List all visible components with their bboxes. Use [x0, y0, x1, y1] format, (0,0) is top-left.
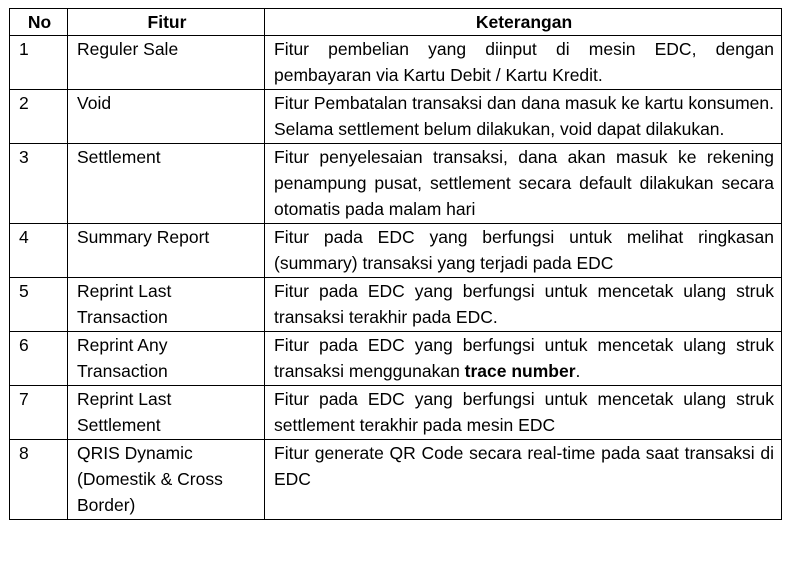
cell-fitur: Reguler Sale	[68, 36, 265, 90]
cell-no: 7	[10, 386, 68, 440]
cell-keterangan: Fitur pembelian yang diinput di mesin EDC, dengan pembayaran via Kartu Debit / Kartu Kredit.	[265, 36, 782, 90]
table-row	[10, 332, 782, 386]
cell-fitur: Summary Report	[68, 224, 265, 278]
header-row	[10, 9, 782, 36]
cell-keterangan: Fitur Pembatalan transaksi dan dana masuk ke kartu konsumen. Selama settlement belum dilakukan, void dapat dilakukan.	[265, 90, 782, 144]
cell-no: 5	[10, 278, 68, 332]
header-keterangan: Keterangan	[265, 9, 782, 36]
cell-keterangan: Fitur pada EDC yang berfungsi untuk mencetak ulang struk settlement terakhir pada mesin EDC	[265, 386, 782, 440]
cell-no: 6	[10, 332, 68, 386]
cell-fitur: Reprint Last Settlement	[68, 386, 265, 440]
cell-no: 8	[10, 440, 68, 520]
table-row	[10, 440, 782, 520]
table-row	[10, 36, 782, 90]
cell-fitur: Settlement	[68, 144, 265, 224]
cell-keterangan: Fitur pada EDC yang berfungsi untuk mencetak ulang struk transaksi terakhir pada EDC.	[265, 278, 782, 332]
cell-no: 4	[10, 224, 68, 278]
table-header	[10, 9, 782, 36]
table-row	[10, 90, 782, 144]
table-row	[10, 224, 782, 278]
cell-fitur: Void	[68, 90, 265, 144]
cell-no: 3	[10, 144, 68, 224]
cell-keterangan: Fitur penyelesaian transaksi, dana akan masuk ke rekening penampung pusat, settlement secara default dilakukan secara otomatis pada malam hari	[265, 144, 782, 224]
table-row	[10, 386, 782, 440]
trace-number-emphasis: trace number	[464, 361, 576, 381]
cell-no: 2	[10, 90, 68, 144]
cell-keterangan: Fitur pada EDC yang berfungsi untuk melihat ringkasan (summary) transaksi yang terjadi pada EDC	[265, 224, 782, 278]
header-fitur: Fitur	[68, 9, 265, 36]
table-body	[10, 36, 782, 520]
header-no: No	[10, 9, 68, 36]
keterangan-suffix: .	[575, 361, 581, 381]
cell-fitur: QRIS Dynamic (Domestik & Cross Border)	[68, 440, 265, 520]
cell-fitur: Reprint Last Transaction	[68, 278, 265, 332]
table-row	[10, 144, 782, 224]
keterangan-text: Fitur pada EDC yang berfungsi untuk mencetak ulang struk transaksi menggunakan	[274, 335, 774, 381]
cell-keterangan	[265, 332, 782, 386]
table-row	[10, 278, 782, 332]
feature-table	[9, 8, 782, 520]
cell-keterangan: Fitur generate QR Code secara real-time pada saat transaksi di EDC	[265, 440, 782, 520]
cell-no: 1	[10, 36, 68, 90]
cell-fitur: Reprint Any Transaction	[68, 332, 265, 386]
